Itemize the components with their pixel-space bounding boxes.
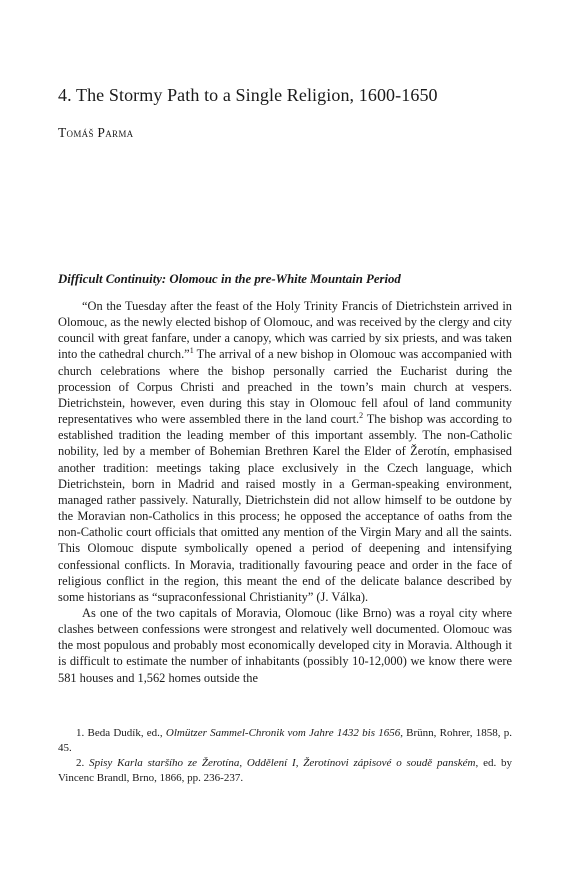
footnote-1 bbox=[58, 726, 512, 756]
body-text bbox=[58, 298, 512, 686]
footnote-marker-2: 2 bbox=[359, 410, 364, 420]
section-heading: Difficult Continuity: Olomouc in the pre-White Mountain Period bbox=[58, 272, 401, 286]
footnote-title: Olmützer Sammel-Chronik vom Jahre 1432 bis 1656 bbox=[165, 727, 401, 739]
footnotes bbox=[58, 726, 512, 786]
footnote-number: 1. bbox=[76, 727, 85, 739]
chapter-author: Tomáš Parma bbox=[58, 125, 134, 140]
paragraph-1 bbox=[58, 298, 512, 605]
footnote-marker-1: 1 bbox=[189, 346, 194, 356]
paragraph-1-quote: “On the Tuesday after the feast of the Holy Trinity Francis of Dietrichstein arrived in Olomouc, as the newly elected bishop of Olomouc, and was received by the clergy and city council with great fanfare, under a canopy, which was carried by six priests, and was taken into the cathedral church.” bbox=[58, 299, 512, 362]
footnote-number: 2. bbox=[76, 757, 85, 769]
footnote-publication: , Brünn, Rohrer, 1858, p. 45. bbox=[58, 727, 512, 754]
footnote-2 bbox=[58, 756, 512, 786]
footnote-title: Spisy Karla staršího ze Žerotína, Oddělení I, Žerotínovi zápisové o soudě panském bbox=[89, 757, 476, 769]
footnote-publication: , ed. by Vincenc Brandl, Brno, 1866, pp. 236-237. bbox=[58, 757, 513, 784]
paragraph-1-middle: The arrival of a new bishop in Olomouc was accompanied with church celebrations where the bishop personally carried the Eucharist during the procession of Corpus Christi and preached in the town’s main church at vespers. Dietrichstein, however, even during this stay in Olomouc fell afoul of land community representatives who were assembled there in the land court. bbox=[58, 347, 512, 427]
paragraph-1-end: The bishop was according to established tradition the leading member of this important assembly. The non-Catholic nobility, led by a member of Bohemian Brethren Karel the Elder of Žerotín, emphasised another tradition: meetings taking place exclusively in the Czech language, which Dietrichstein, born in Madrid and raised mostly in a German-speaking environment, managed rather passively. Naturally, Dietrichstein did not allow himself to be outdone by the Moravian non-Catholics in this process; he opposed the acceptance of oaths from the non-Catholic court officials that omitted any mention of the Virgin Mary and all the saints. This Olomouc dispute symbolically opened a period of deepening and intensifying confessional conflicts. In Moravia, traditionally favouring peace and order in the face of religious conflict in the region, this meant the end of the delicate balance described by some historians as “supraconfessional Christianity” (J. Válka). bbox=[58, 412, 512, 604]
chapter-title: 4. The Stormy Path to a Single Religion, 1600-1650 bbox=[58, 85, 438, 105]
footnote-text: Beda Dudík, ed., bbox=[84, 727, 166, 739]
paragraph-2: As one of the two capitals of Moravia, Olomouc (like Brno) was a royal city where clashes between confessions were strongest and relatively well documented. Olomouc was the most populous and probably most economically developed city in Moravia. Although it is difficult to estimate the number of inhabitants (possibly 10-12,000) we know there were 581 houses and 1,562 homes outside the bbox=[58, 605, 512, 685]
